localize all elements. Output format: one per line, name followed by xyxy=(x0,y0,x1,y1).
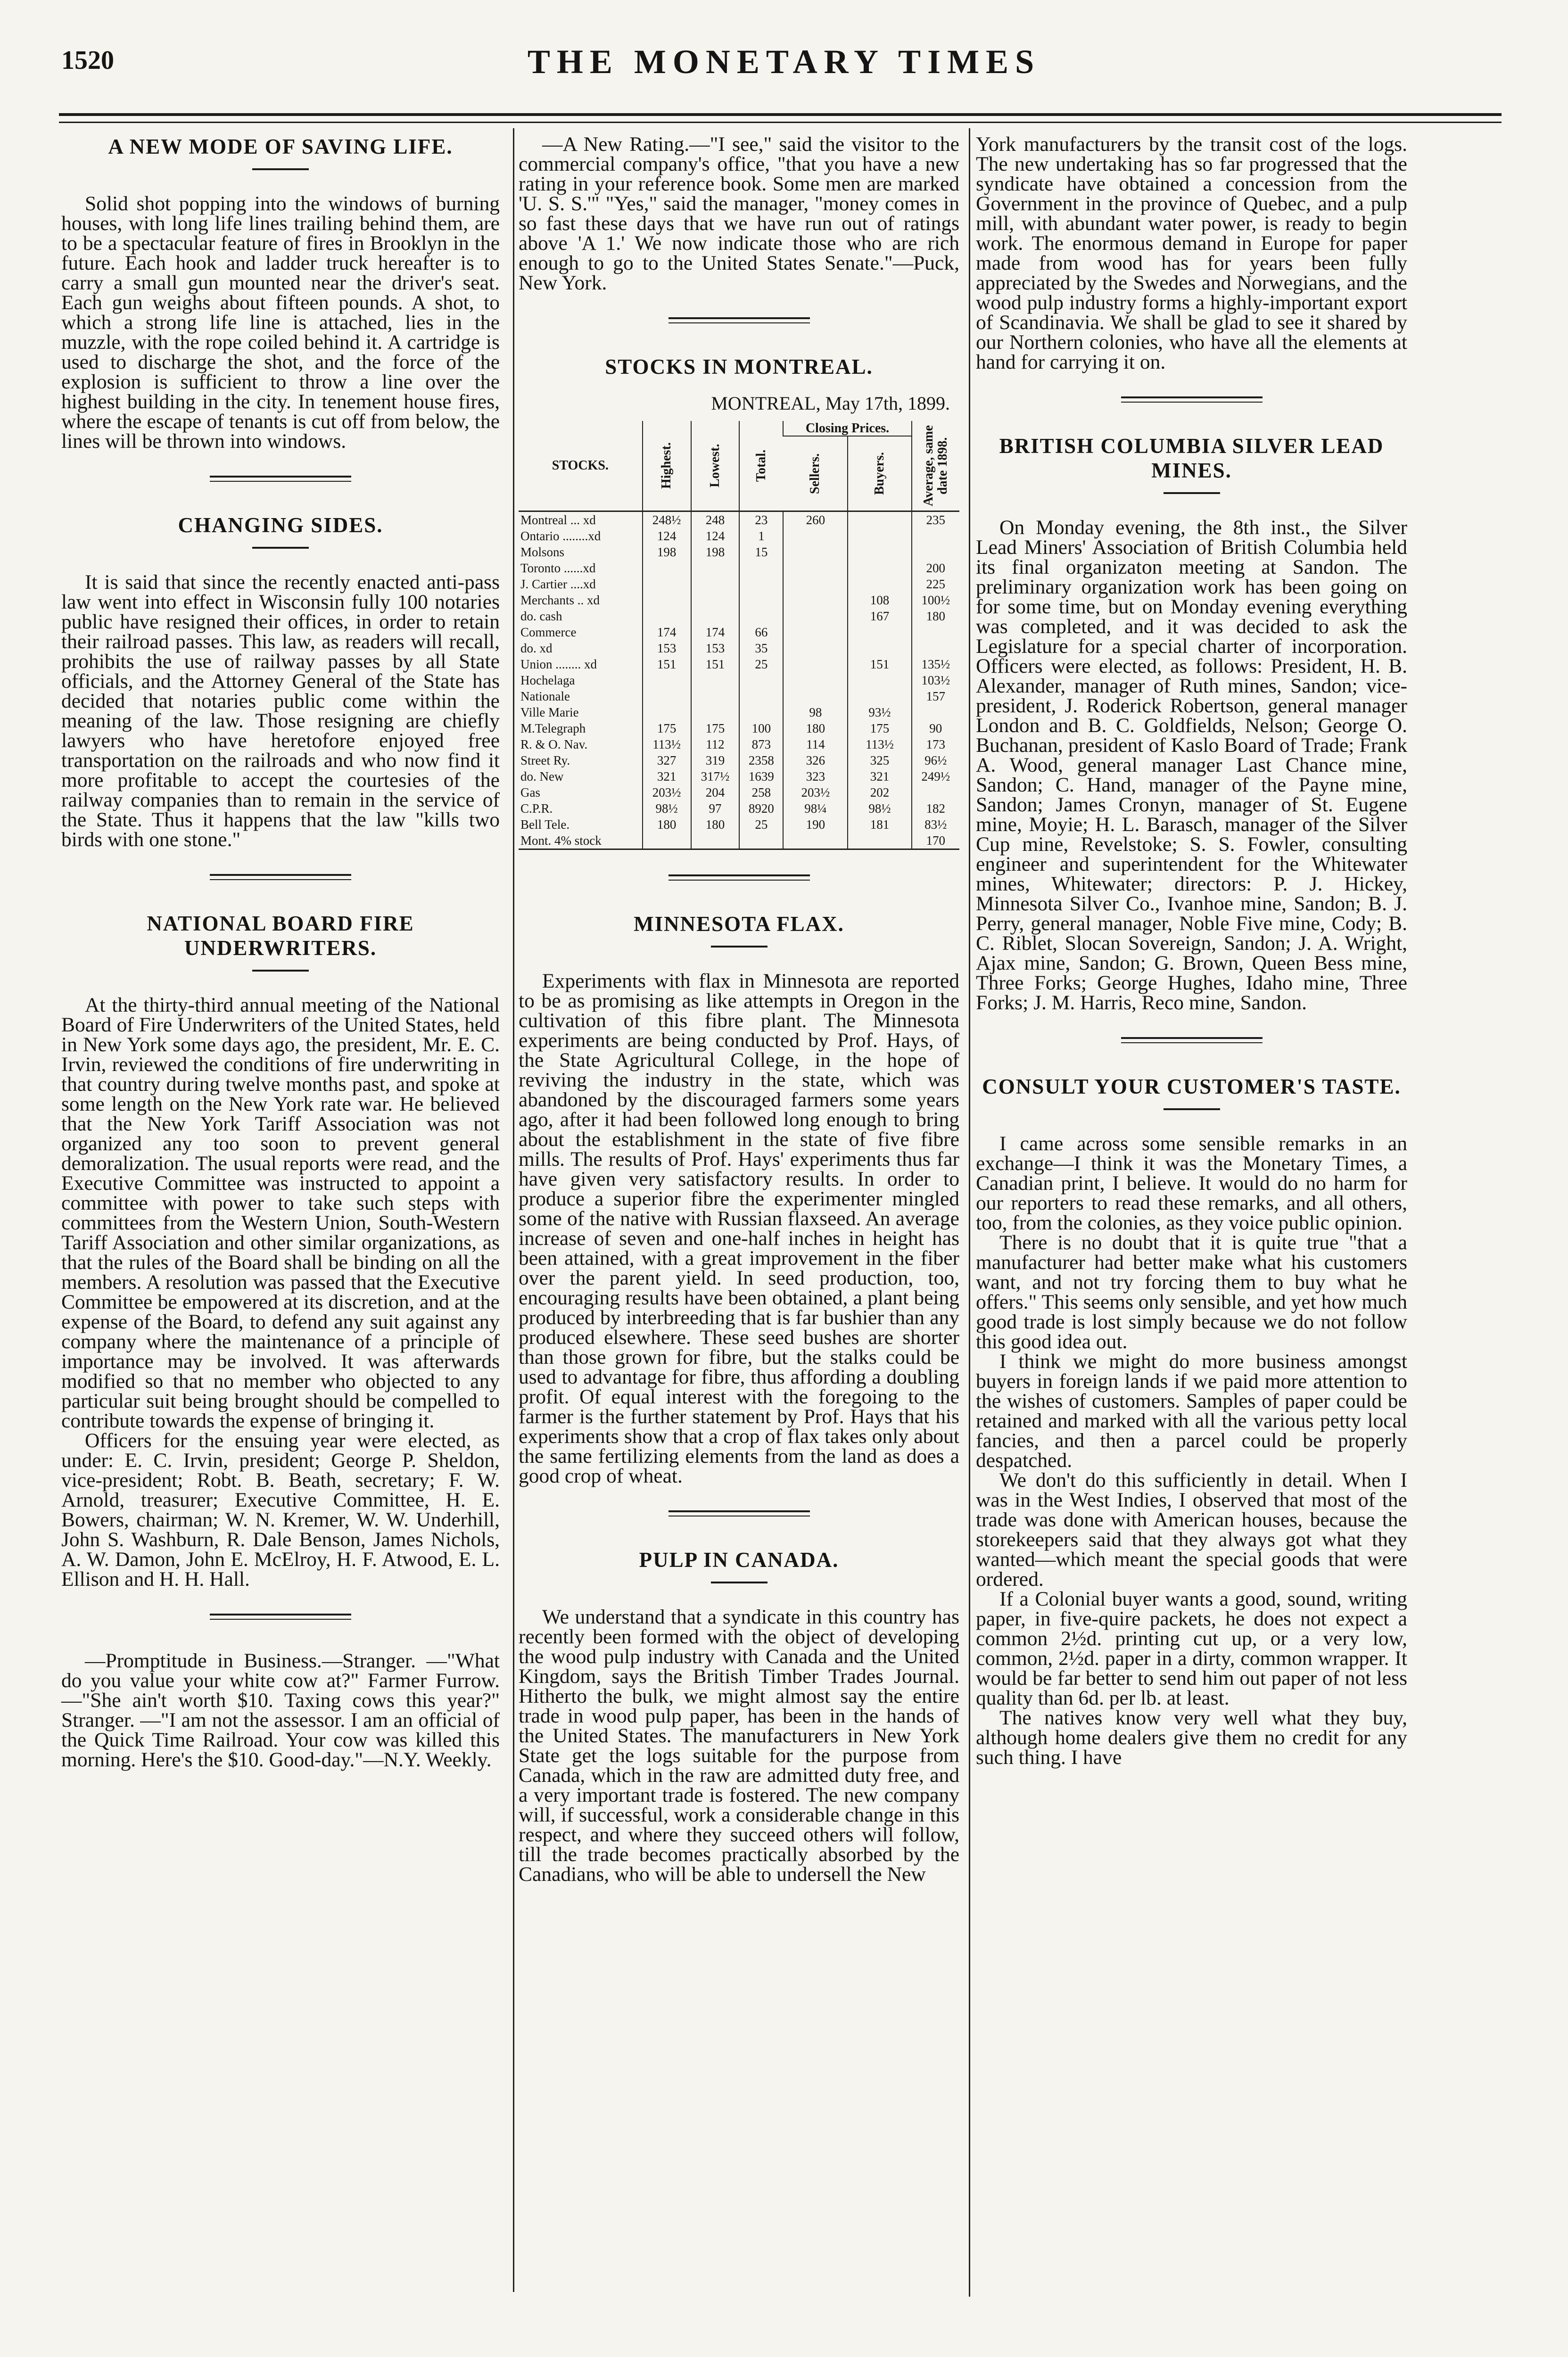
stock-value-cell: 321 xyxy=(643,768,691,784)
stock-value-cell xyxy=(912,624,959,640)
table-row xyxy=(519,592,959,608)
table-header: Highest. xyxy=(659,442,674,489)
stock-value-cell xyxy=(783,608,848,624)
article-heading: CHANGING SIDES. xyxy=(178,513,383,537)
stock-value-cell xyxy=(783,656,848,672)
stock-name-cell: Toronto ......xd xyxy=(520,561,596,575)
stock-value-cell: 181 xyxy=(848,816,911,832)
stock-value-cell xyxy=(783,832,848,849)
stock-value-cell: 174 xyxy=(691,624,740,640)
stocks-table-body xyxy=(519,511,959,849)
heading-dash xyxy=(1164,492,1220,494)
stock-value-cell: 108 xyxy=(848,592,911,608)
article-paragraph: The natives know very well what they buy, although home dealers give them no credit for any such thing. I have xyxy=(976,1706,1407,1769)
header-rule xyxy=(59,113,1502,116)
article-paragraph: On Monday evening, the 8th inst., the Silver Lead Miners' Association of British Columbia held its final organizaton meeting at Sandon. The preliminary organization work has been going on for some time, but on Monday evening everything was completed, and it was decided to ask the Legislature for a special charter of incorporation. Officers were elected, as follows: President, H. B. Alexander, manager of Ruth mines, Sandon; vice-president, J. Roderick Robertson, general manager London and B. C. Goldfields, Nelson; George O. Buchanan, president of Kaslo Board of Trade; Frank A. Wood, general manager Last Chance mine, Sandon; C. Hand, manager of the Payne mine, Sandon; James Cronyn, manager of St. Eugene mine, Moyie; H. L. Barasch, manager of the Silver Cup mine, Revelstoke; S. S. Fowler, consulting engineer and superintendent for the Whitewater mines, Whitewater; directors: P. J. Hickey, Minnesota Silver Co., Ivanhoe mine, Sandon; B. J. Perry, general manager, Noble Five mine, Cody; B. C. Riblet, Slocan Sovereign, Sandon; J. A. Wright, Ajax mine, Sandon; G. Brown, Queen Bess mine, Three Forks; George Hughes, Idaho mine, Three Forks; J. M. Harris, Reco mine, Sandon. xyxy=(976,516,1407,1014)
table-row xyxy=(519,560,959,576)
article-paragraph: There is no doubt that it is quite true "that a manufacturer had better make what his customers want, and not try forcing them to buy what he offers." This seems only sensible, and yet how much good trade is lost simply because we do not follow this good idea out. xyxy=(976,1231,1408,1353)
stock-value-cell: 180 xyxy=(643,816,691,832)
stock-value-cell: 200 xyxy=(912,560,959,576)
stock-value-cell: 182 xyxy=(912,800,959,816)
stock-value-cell xyxy=(691,608,740,624)
stock-value-cell: 180 xyxy=(912,608,959,624)
table-row xyxy=(519,608,959,624)
article-paragraph: At the thirty-third annual meeting of the National Board of Fire Underwriters of the United States, held in New York some days ago, the president, Mr. E. C. Irvin, reviewed the conditions of fire underwriting in that country during twelve months past, and spoke at some length on the New York rate war. He believed that the New York Tariff Association was not organized any too soon to prevent general demoralization. The usual reports were read, and the Executive Committee was instructed to appoint a committee with power to take such steps with committees from the Western Union, South-Western Tariff Association and other similar organizations, as that the rules of the Board shall be binding on all the members. A resolution was passed that the Executive Committee be empowered at its discretion, and at the expense of the Board, to defend any suit against any company where the maintenance of a principle of importance may be involved. It was afterwards modified so that no member who objected to any particular suit being brought should be compelled to contribute towards the expense of bringing it. xyxy=(61,994,500,1432)
stock-value-cell: 202 xyxy=(848,784,911,800)
stock-value-cell: 1639 xyxy=(739,768,783,784)
stock-value-cell: 98½ xyxy=(848,800,911,816)
stock-name-cell: Montreal ... xd xyxy=(520,513,596,527)
heading-dash xyxy=(252,970,309,972)
stock-value-cell: 83½ xyxy=(912,816,959,832)
stock-name-cell: Commerce xyxy=(520,625,577,639)
stock-value-cell xyxy=(783,640,848,656)
stock-value-cell: 249½ xyxy=(912,768,959,784)
heading-dash xyxy=(252,547,309,549)
stock-value-cell: 260 xyxy=(783,511,848,528)
stock-name-cell: C.P.R. xyxy=(520,801,553,816)
article-paragraph: Solid shot popping into the windows of burning houses, with long life lines trailing behind them, are to be a spectacular feature of fires in Brooklyn in the future. Each hook and ladder truck hereafter is to carry a small gun mounted near the driver's seat. Each gun weighs about fifteen pounds. A shot, to which a strong life line is attached, lies in the muzzle, with the rope coiled behind it. A cartridge is used to discharge the shot, and the force of the explosion is sufficient to throw a line over the highest building in the city. In tenement house fires, where the escape of tenants is cut off from below, the lines will be thrown into windows. xyxy=(61,192,500,453)
stock-value-cell: 327 xyxy=(643,752,691,768)
article-separator xyxy=(668,317,810,323)
article-separator xyxy=(668,874,810,881)
stock-value-cell xyxy=(643,704,691,720)
heading-dash xyxy=(252,168,309,170)
table-header: Lowest. xyxy=(707,444,722,488)
stock-value-cell xyxy=(912,528,959,544)
stock-value-cell xyxy=(848,672,911,688)
stock-value-cell: 97 xyxy=(691,800,740,816)
stock-name-cell: Bell Tele. xyxy=(520,817,570,832)
table-row xyxy=(519,511,959,528)
stock-value-cell: 98 xyxy=(783,704,848,720)
stock-value-cell xyxy=(643,688,691,704)
stock-value-cell xyxy=(783,528,848,544)
article-heading: NATIONAL BOARD FIRE UNDERWRITERS. xyxy=(147,912,414,960)
article-heading: BRITISH COLUMBIA SILVER LEAD MINES. xyxy=(999,434,1384,482)
stock-value-cell xyxy=(848,624,911,640)
article-paragraph: I think we might do more business amongst buyers in foreign lands if we paid more attention to the wishes of customers. Samples of paper could be retained and marked with all the various petty local fancies, and then a parcel could be properly despatched. xyxy=(976,1350,1407,1472)
stock-value-cell xyxy=(643,576,691,592)
stock-value-cell: 8920 xyxy=(739,800,783,816)
stock-value-cell: 323 xyxy=(783,768,848,784)
stock-value-cell: 204 xyxy=(691,784,740,800)
stock-value-cell: 175 xyxy=(848,720,911,736)
heading-dash xyxy=(711,1582,767,1583)
article-separator xyxy=(210,476,351,482)
stock-value-cell xyxy=(912,704,959,720)
stock-value-cell: 873 xyxy=(739,736,783,752)
table-header: Buyers. xyxy=(872,452,887,495)
stock-value-cell: 174 xyxy=(643,624,691,640)
article-heading: CONSULT YOUR CUSTOMER'S TASTE. xyxy=(982,1075,1401,1098)
stock-value-cell xyxy=(848,640,911,656)
table-header: Average, same date 1898. xyxy=(921,425,950,507)
stock-value-cell: 2358 xyxy=(739,752,783,768)
stock-value-cell xyxy=(783,576,848,592)
table-row xyxy=(519,544,959,560)
stock-value-cell xyxy=(643,608,691,624)
masthead-title: THE MONETARY TIMES xyxy=(527,43,1041,81)
stock-value-cell xyxy=(783,544,848,560)
stock-value-cell xyxy=(783,592,848,608)
stock-value-cell xyxy=(848,688,911,704)
table-header: STOCKS. xyxy=(519,421,643,511)
stock-value-cell xyxy=(739,560,783,576)
article-separator xyxy=(210,1614,351,1620)
article-heading: MINNESOTA FLAX. xyxy=(634,912,844,936)
stock-value-cell xyxy=(691,704,740,720)
stock-value-cell: 157 xyxy=(912,688,959,704)
stock-value-cell: 326 xyxy=(783,752,848,768)
column-2 xyxy=(519,134,959,1884)
stock-value-cell xyxy=(783,624,848,640)
stock-value-cell: 325 xyxy=(848,752,911,768)
stock-name-cell: Merchants .. xd xyxy=(520,593,600,607)
table-row xyxy=(519,800,959,816)
stock-value-cell: 35 xyxy=(739,640,783,656)
stock-value-cell: 112 xyxy=(691,736,740,752)
stock-value-cell xyxy=(848,511,911,528)
stock-name-cell: do. xd xyxy=(520,641,553,655)
stock-value-cell xyxy=(848,528,911,544)
stock-value-cell: 113½ xyxy=(848,736,911,752)
table-row xyxy=(519,832,959,849)
header-rule-thin xyxy=(59,122,1502,123)
stock-value-cell: 173 xyxy=(912,736,959,752)
stock-value-cell xyxy=(691,560,740,576)
stock-value-cell xyxy=(783,560,848,576)
stock-value-cell: 124 xyxy=(643,528,691,544)
stock-value-cell xyxy=(643,592,691,608)
stock-name-cell: Molsons xyxy=(520,545,565,559)
stock-value-cell: 93½ xyxy=(848,704,911,720)
stock-value-cell xyxy=(643,560,691,576)
heading-dash xyxy=(711,946,767,948)
stock-value-cell: 151 xyxy=(643,656,691,672)
stock-name-cell: Nationale xyxy=(520,689,570,703)
article-paragraph: York manufacturers by the transit cost of the logs. The new undertaking has so far progressed that the syndicate have obtained a concession from the Government in the province of Quebec, and a pulp mill, with abundant water power, is ready to begin work. The enormous demand in Europe for paper made from wood has for years been fully appreciated by the Swedes and Norwegians, and the wood pulp industry forms a highly-important export of Scandinavia. We shall be glad to see it shared by our Northern colonies, who have all the elements at hand for carrying it on. xyxy=(976,133,1407,373)
table-row xyxy=(519,528,959,544)
stock-value-cell: 25 xyxy=(739,816,783,832)
stock-value-cell xyxy=(691,592,740,608)
article-paragraph: Officers for the ensuing year were elected, as under: E. C. Irvin, president; George P. Sheldon, vice-president; Robt. B. Beath, secretary; F. W. Arnold, treasurer; Executive Committee, H. E. Bowers, chairman; W. N. Kremer, W. W. Underhill, John S. Washburn, R. Dale Benson, James Nichols, A. W. Damon, John E. McElroy, H. F. Atwood, E. L. Ellison and H. H. Hall. xyxy=(61,1429,500,1591)
article-separator xyxy=(210,874,351,880)
article-paragraph: If a Colonial buyer wants a good, sound, writing paper, in five-quire packets, he does not expect a common 2½d. printing cut up, or a very low, common, 2½d. paper in a dirty, common wrapper. It would be far better to send him out paper of not less quality than 6d. per lb. at least. xyxy=(976,1588,1407,1709)
column-1 xyxy=(61,134,500,1770)
stock-value-cell: 317½ xyxy=(691,768,740,784)
stock-value-cell: 25 xyxy=(739,656,783,672)
stock-value-cell: 151 xyxy=(848,656,911,672)
stock-name-cell: Union ........ xd xyxy=(520,657,597,671)
article-separator xyxy=(1121,396,1263,403)
column-divider xyxy=(513,128,514,2292)
stock-name-cell: M.Telegraph xyxy=(520,721,586,735)
stock-value-cell: 153 xyxy=(643,640,691,656)
stock-name-cell: Ontario ........xd xyxy=(520,529,601,543)
stock-value-cell xyxy=(739,576,783,592)
column-3 xyxy=(976,134,1407,1767)
stock-value-cell xyxy=(783,688,848,704)
stock-value-cell: 90 xyxy=(912,720,959,736)
stock-value-cell: 170 xyxy=(912,832,959,849)
page-number: 1520 xyxy=(61,46,114,75)
article-paragraph: —A New Rating.—"I see," said the visitor to the commercial company's office, "that you have a new rating in your reference book. Some men are marked 'U. S. S.'" "Yes," said the manager, "money comes in so fast these days that we have run out of ratings above 'A 1.' We now indicate those who are rich enough to go to the United States Senate."—Puck, New York. xyxy=(519,133,959,294)
table-row xyxy=(519,816,959,832)
stock-value-cell: 198 xyxy=(643,544,691,560)
closing-prices-header: Closing Prices. xyxy=(783,421,911,436)
table-header: Sellers. xyxy=(808,453,823,494)
stock-name-cell: R. & O. Nav. xyxy=(520,737,588,751)
table-row xyxy=(519,704,959,720)
stock-value-cell xyxy=(848,544,911,560)
stock-value-cell: 113½ xyxy=(643,736,691,752)
article-paragraph: I came across some sensible remarks in an exchange—I think it was the Monetary Times, a Canadian print, I believe. It would do no harm for our reporters to read these remarks, and all others, too, from the colonies, as they voice public opinion. xyxy=(976,1132,1407,1234)
stock-value-cell: 203½ xyxy=(643,784,691,800)
article-heading: STOCKS IN MONTREAL. xyxy=(605,355,873,379)
column-divider xyxy=(969,128,970,2297)
stock-value-cell: 180 xyxy=(691,816,740,832)
stock-value-cell xyxy=(848,560,911,576)
stock-name-cell: Street Ry. xyxy=(520,753,570,767)
stock-value-cell xyxy=(739,592,783,608)
stock-value-cell xyxy=(912,784,959,800)
stock-value-cell: 321 xyxy=(848,768,911,784)
stock-value-cell xyxy=(739,704,783,720)
stock-name-cell: Ville Marie xyxy=(520,705,579,719)
stock-value-cell xyxy=(912,640,959,656)
table-row xyxy=(519,784,959,800)
stock-value-cell xyxy=(739,832,783,849)
stock-value-cell: 235 xyxy=(912,511,959,528)
stock-name-cell: Mont. 4% stock xyxy=(520,833,602,848)
stock-value-cell: 1 xyxy=(739,528,783,544)
stock-value-cell: 198 xyxy=(691,544,740,560)
stock-value-cell: 225 xyxy=(912,576,959,592)
stock-value-cell: 167 xyxy=(848,608,911,624)
stock-value-cell: 98½ xyxy=(643,800,691,816)
stock-value-cell: 248½ xyxy=(643,511,691,528)
stock-value-cell xyxy=(912,544,959,560)
stock-name-cell: Hochelaga xyxy=(520,673,575,687)
stock-value-cell xyxy=(739,688,783,704)
stock-value-cell: 175 xyxy=(691,720,740,736)
stock-value-cell xyxy=(739,608,783,624)
article-paragraph: —Promptitude in Business.—Stranger. —"What do you value your white cow at?" Farmer Furrow.—"She ain't worth $10. Taxing cows this year?" Stranger. —"I am not the assessor. I am an official of the Quick Time Railroad. Your cow was killed this morning. Here's the $10. Good-day."—N.Y. Weekly. xyxy=(61,1649,500,1771)
stock-value-cell: 190 xyxy=(783,816,848,832)
stock-value-cell xyxy=(691,576,740,592)
table-row xyxy=(519,720,959,736)
table-row xyxy=(519,736,959,752)
table-row xyxy=(519,672,959,688)
stock-value-cell: 100½ xyxy=(912,592,959,608)
stock-value-cell: 153 xyxy=(691,640,740,656)
stock-value-cell: 203½ xyxy=(783,784,848,800)
table-row xyxy=(519,640,959,656)
table-row xyxy=(519,768,959,784)
stock-value-cell xyxy=(643,832,691,849)
table-header: Total. xyxy=(753,449,768,482)
table-row xyxy=(519,624,959,640)
stock-value-cell xyxy=(691,832,740,849)
stock-value-cell: 319 xyxy=(691,752,740,768)
stock-value-cell: 258 xyxy=(739,784,783,800)
stock-name-cell: do. cash xyxy=(520,609,562,623)
stock-value-cell: 248 xyxy=(691,511,740,528)
stocks-date: MONTREAL, May 17th, 1899. xyxy=(711,393,950,414)
stock-value-cell: 151 xyxy=(691,656,740,672)
stock-value-cell: 66 xyxy=(739,624,783,640)
article-paragraph: We understand that a syndicate in this country has recently been formed with the object of developing the wood pulp industry with Canada and the United Kingdom, says the British Timber Trades Journal. Hitherto the bulk, we might almost say the entire trade in wood pulp paper, has been in the hands of the United States. The manufacturers in New York State get the logs suitable for the purpose from Canada, which in the raw are admitted duty free, and a very important trade is fostered. The new company will, if successful, work a considerable change in this respect, and where they succeed others will follow, till the trade becomes practically absorbed by the Canadians, who will be able to undersell the New xyxy=(519,1606,959,1886)
table-row xyxy=(519,752,959,768)
article-heading: PULP IN CANADA. xyxy=(639,1548,839,1572)
stock-value-cell xyxy=(783,672,848,688)
stock-name-cell: do. New xyxy=(520,769,564,783)
article-paragraph: Experiments with flax in Minnesota are reported to be as promising as like attempts in Oregon in the cultivation of this fibre plant. The Minnesota experiments are being conducted by Prof. Hays, of the State Agricultural College, in the hope of reviving the industry in the state, which was abandoned by the discouraged farmers some years ago, after it had been followed long enough to bring about the establishment in the state of five fibre mills. The results of Prof. Hays' experiments thus far have given very satisfactory results. In order to produce a superior fibre the experimenter mingled some of the native with Russian flaxseed. An average increase of seven and one-half inches in height has been attained, with a great improvement in the fiber over the parent yield. In seed production, too, encouraging results have been obtained, a plant being produced by interbreeding that is far bushier than any produced elsewhere. These seed bushes are shorter than those grown for fibre, but the stalks could be used to advantage for fibre, thus affording a doubling profit. Of equal interest with the foregoing to the farmer is the further statement by Prof. Hays that his experiments show that a crop of flax takes only about the same fertilizing elements from the land as does a good crop of wheat. xyxy=(519,970,959,1487)
stock-value-cell: 100 xyxy=(739,720,783,736)
stock-value-cell: 114 xyxy=(783,736,848,752)
article-paragraph: We don't do this sufficiently in detail. When I was in the West Indies, I observed that most of the trade was done with American houses, because the storekeepers said that they always got what they wanted—which meant the special goods that were ordered. xyxy=(976,1469,1407,1591)
stock-value-cell: 135½ xyxy=(912,656,959,672)
table-row xyxy=(519,576,959,592)
stock-value-cell: 180 xyxy=(783,720,848,736)
stock-value-cell: 15 xyxy=(739,544,783,560)
stock-name-cell: J. Cartier ....xd xyxy=(520,577,596,591)
stock-value-cell xyxy=(848,576,911,592)
stock-value-cell xyxy=(848,832,911,849)
stocks-table xyxy=(519,421,959,850)
stock-value-cell xyxy=(691,688,740,704)
stock-value-cell: 96½ xyxy=(912,752,959,768)
stock-value-cell: 98¼ xyxy=(783,800,848,816)
article-heading: A NEW MODE OF SAVING LIFE. xyxy=(108,135,453,158)
stock-value-cell xyxy=(691,672,740,688)
article-separator xyxy=(668,1510,810,1516)
stock-value-cell xyxy=(739,672,783,688)
stock-name-cell: Gas xyxy=(520,785,540,799)
table-row xyxy=(519,656,959,672)
stock-value-cell xyxy=(643,672,691,688)
stock-value-cell: 175 xyxy=(643,720,691,736)
article-paragraph: It is said that since the recently enacted anti-pass law went into effect in Wisconsin fully 100 notaries public have resigned their offices, in order to retain their railroad passes. This law, as readers will recall, prohibits the use of railway passes by all State officials, and the Attorney General of the State has decided that notaries public come within the meaning of the law. Those resigning are chiefly lawyers who have heretofore enjoyed free transportation on the railroads and who now find it more profitable to accept the courtesies of the railway companies than to remain in the service of the State. Thus it happens that the law "kills two birds with one stone." xyxy=(61,571,500,851)
stock-value-cell: 23 xyxy=(739,511,783,528)
stock-value-cell: 124 xyxy=(691,528,740,544)
stock-value-cell: 103½ xyxy=(912,672,959,688)
heading-dash xyxy=(1164,1108,1220,1110)
article-separator xyxy=(1121,1037,1263,1043)
table-row xyxy=(519,688,959,704)
